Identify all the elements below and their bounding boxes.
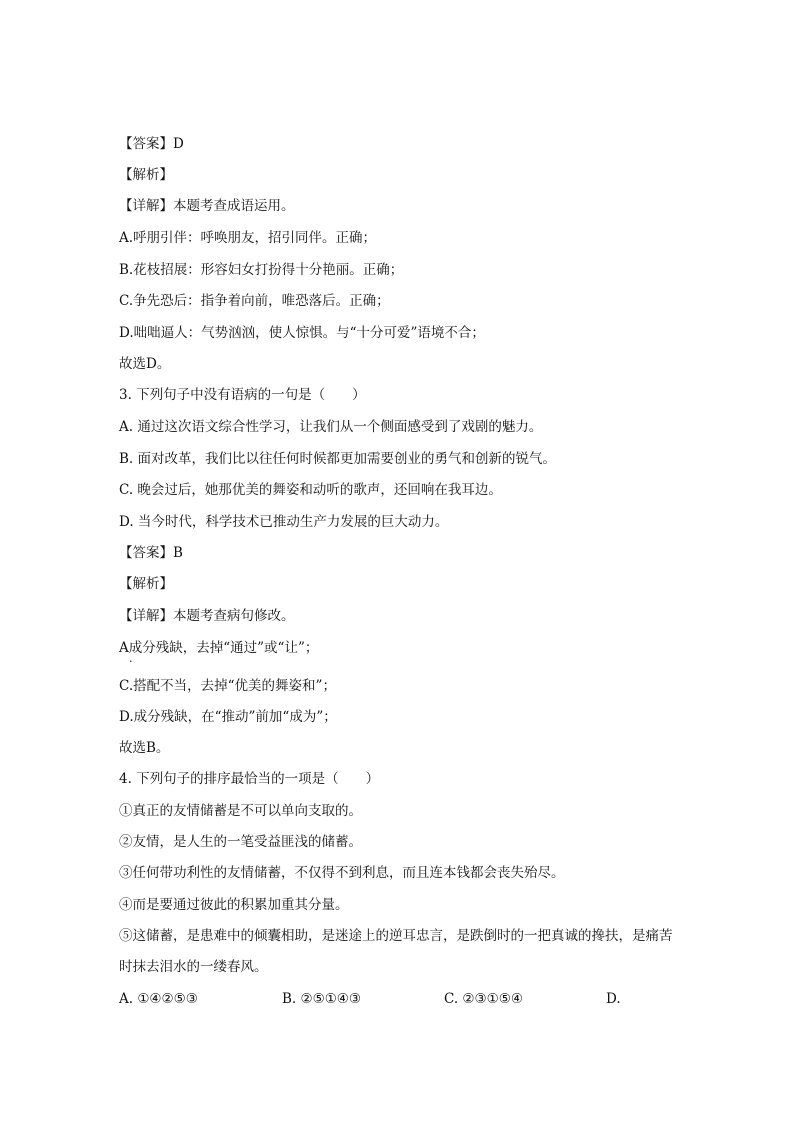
q3-explain-a: A成分残缺，去掉“通过”或“让”； — [119, 640, 319, 656]
q3-stem: 3. 下列句子中没有语病的一句是（ ） — [119, 387, 366, 403]
q4-stem: 4. 下列句子的排序最恰当的一项是（ ） — [119, 771, 380, 787]
q3-option-c: C. 晚会过后，她那优美的舞姿和动听的歌声，还回响在我耳边。 — [119, 482, 502, 498]
q4-options — [119, 989, 679, 1009]
q3-option-a: A. 通过这次语文综合性学习，让我们从一个侧面感受到了戏剧的魅力。 — [119, 419, 543, 435]
q4-option-d: D. — [606, 991, 621, 1007]
q2-answer: 【答案】D — [119, 136, 184, 152]
q4-option-a: A. ①④②⑤③ — [119, 991, 198, 1007]
q4-sentence-2: ②友情，是人生的一笔受益匪浅的储蓄。 — [119, 834, 362, 850]
q4-option-c: C. ②③①⑤④ — [444, 991, 523, 1007]
q3-detail: 【详解】本题考查病句修改。 — [119, 608, 295, 624]
q2-detail: 【详解】本题考查成语运用。 — [119, 198, 295, 214]
stray-dot: · — [129, 655, 133, 668]
q2-analysis-heading: 【解析】 — [119, 167, 173, 183]
q3-explain-d: D.成分残缺，在“推动”前加“成为”； — [119, 709, 337, 725]
q4-sentence-1: ①真正的友情储蓄是不可以单向支取的。 — [119, 803, 362, 819]
q4-sentence-4: ④而是要通过彼此的积累加重其分量。 — [119, 897, 349, 913]
q4-sentence-3: ③任何带功利性的友情储蓄，不仅得不到利息，而且连本钱都会丧失殆尽。 — [119, 865, 565, 881]
q3-option-d: D. 当今时代，科学技术已推动生产力发展的巨大动力。 — [119, 514, 449, 530]
q3-option-b: B. 面对改革，我们比以往任何时候都更加需要创业的勇气和创新的锐气。 — [119, 451, 557, 467]
q2-choose: 故选D。 — [119, 356, 171, 372]
q3-analysis-heading: 【解析】 — [119, 576, 173, 592]
q2-explain-b: B.花枝招展：形容妇女打扮得十分艳丽。正确； — [119, 262, 404, 278]
q2-explain-c: C.争先恐后：指争着向前，唯恐落后。正确； — [119, 293, 390, 309]
q4-option-b: B. ②⑤①④③ — [282, 991, 362, 1007]
q2-explain-d: D.咄咄逼人：气势汹汹，使人惊惧。与“十分可爱”语境不合； — [119, 325, 485, 341]
q4-sentence-5: ⑤这储蓄，是患难中的倾囊相助，是迷途上的逆耳忠言，是跌倒时的一把真诚的搀扶，是痛苦时抹去泪水的一缕春风。 — [119, 928, 673, 975]
q3-choose: 故选B。 — [119, 740, 170, 756]
q2-explain-a: A.呼朋引伴：呼唤朋友，招引同伴。正确； — [119, 230, 377, 246]
q3-explain-c: C.搭配不当，去掉“优美的舞姿和”； — [119, 678, 336, 694]
q3-answer: 【答案】B — [119, 545, 183, 561]
